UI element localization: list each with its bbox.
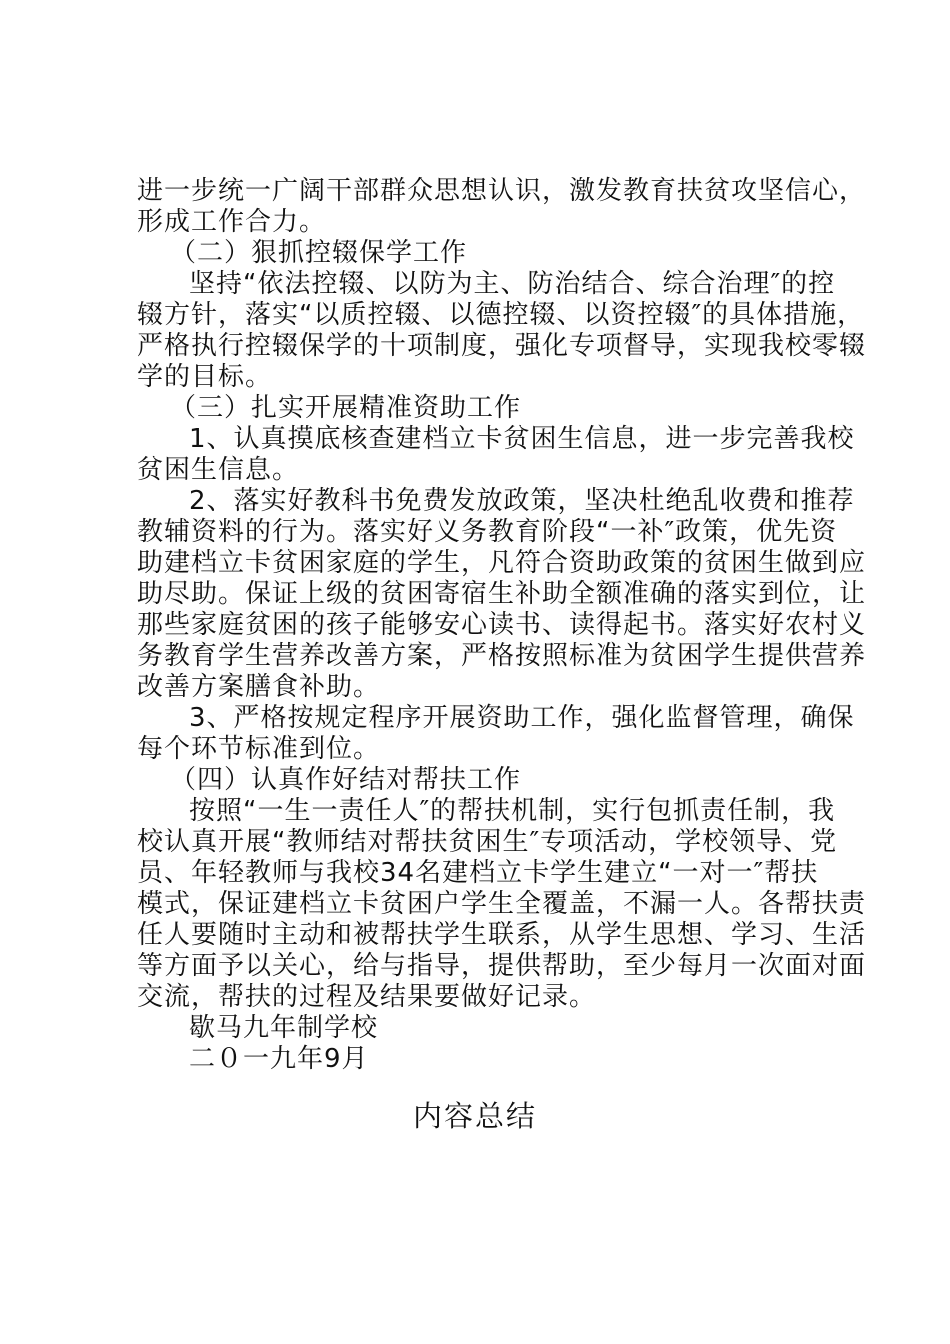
school-signature: 歇马九年制学校 <box>189 1013 379 1043</box>
paragraph-line: 1、认真摸底核查建档立卡贫困生信息，进一步完善我校 <box>189 424 855 454</box>
paragraph-line: 教辅资料的行为。落实好义务教育阶段“一补″政策，优先资 <box>137 517 838 547</box>
paragraph-line: 辍方针，落实“以质控辍、以德控辍、以资控辍″的具体措施， <box>137 300 865 330</box>
paragraph-line: 3、严格按规定程序开展资助工作，强化监督管理，确保 <box>189 703 855 733</box>
paragraph-line: 等方面予以关心，给与指导，提供帮助，至少每月一次面对面 <box>137 951 867 981</box>
summary-title: 内容总结 <box>412 1099 537 1133</box>
paragraph-line: 改善方案膳食补助。 <box>137 672 381 702</box>
paragraph-line: 形成工作合力。 <box>137 207 327 237</box>
paragraph-line: 学的目标。 <box>137 362 273 392</box>
paragraph-line: 助尽助。保证上级的贫困寄宿生补助全额准确的落实到位，让 <box>137 579 867 609</box>
paragraph-line: 坚持“依法控辍、以防为主、防治结合、综合治理″的控 <box>189 269 836 299</box>
paragraph-line: 助建档立卡贫困家庭的学生，凡符合资助政策的贫困生做到应 <box>137 548 867 578</box>
paragraph-line: 2、落实好教科书免费发放政策，坚决杜绝乱收费和推荐 <box>189 486 855 516</box>
paragraph-line: 进一步统一广阔干部群众思想认识，激发教育扶贫攻坚信心， <box>137 176 867 206</box>
paragraph-line: 贫困生信息。 <box>137 455 300 485</box>
section-heading-4: （四）认真作好结对帮扶工作 <box>170 765 522 795</box>
paragraph-line: 任人要随时主动和被帮扶学生联系，从学生思想、学习、生活 <box>137 920 867 950</box>
section-heading-3: （三）扎实开展精准资助工作 <box>170 393 522 423</box>
paragraph-line: 员、年轻教师与我校34名建档立卡学生建立“一对一″帮扶 <box>137 858 819 888</box>
paragraph-line: 那些家庭贫困的孩子能够安心读书、读得起书。落实好农村义 <box>137 610 867 640</box>
section-heading-2: （二）狠抓控辍保学工作 <box>170 238 468 268</box>
paragraph-line: 校认真开展“教师结对帮扶贫困生″专项活动，学校领导、党 <box>137 827 838 857</box>
paragraph-line: 按照“一生一责任人″的帮扶机制，实行包抓责任制，我 <box>189 796 836 826</box>
paragraph-line: 交流，帮扶的过程及结果要做好记录。 <box>137 982 597 1012</box>
paragraph-line: 每个环节标准到位。 <box>137 734 381 764</box>
paragraph-line: 务教育学生营养改善方案，严格按照标准为贫困学生提供营养 <box>137 641 867 671</box>
document-date: 二０一九年9月 <box>189 1044 369 1074</box>
paragraph-line: 严格执行控辍保学的十项制度，强化专项督导，实现我校零辍 <box>137 331 867 361</box>
paragraph-line: 模式，保证建档立卡贫困户学生全覆盖，不漏一人。各帮扶责 <box>137 889 867 919</box>
